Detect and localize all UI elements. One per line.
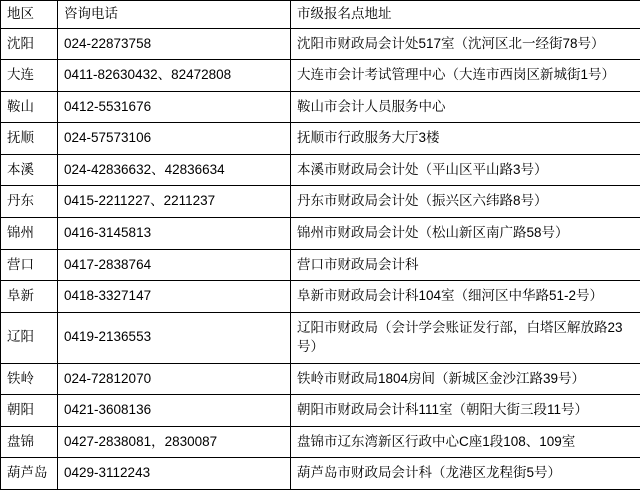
table-row <box>1 312 640 363</box>
cell-address: 抚顺市行政服务大厅3楼 <box>291 123 640 155</box>
column-header-phone: 咨询电话 <box>58 1 291 29</box>
table-row <box>1 60 640 92</box>
cell-address: 辽阳市财政局（会计学会账证发行部，白塔区解放路23号） <box>291 312 640 363</box>
cell-region: 盘锦 <box>1 426 58 458</box>
cell-phone: 0411-82630432、82472808 <box>58 60 291 92</box>
table-row <box>1 154 640 186</box>
cell-region: 辽阳 <box>1 312 58 363</box>
cell-region: 大连 <box>1 60 58 92</box>
cell-phone: 024-72812070 <box>58 363 291 395</box>
table-row <box>1 458 640 490</box>
table-row <box>1 395 640 427</box>
cell-address: 鞍山市会计人员服务中心 <box>291 91 640 123</box>
column-header-address: 市级报名点地址 <box>291 1 640 29</box>
table-row <box>1 217 640 249</box>
table-header-row <box>1 1 640 29</box>
cell-region: 锦州 <box>1 217 58 249</box>
cell-phone: 0421-3608136 <box>58 395 291 427</box>
cell-address: 锦州市财政局会计处（松山新区南广路58号） <box>291 217 640 249</box>
cell-region: 本溪 <box>1 154 58 186</box>
cell-region: 鞍山 <box>1 91 58 123</box>
cell-region: 朝阳 <box>1 395 58 427</box>
cell-phone: 024-22873758 <box>58 28 291 60</box>
cell-address: 阜新市财政局会计科104室（细河区中华路51-2号） <box>291 281 640 313</box>
table-row <box>1 186 640 218</box>
table-body <box>1 28 640 489</box>
cell-region: 铁岭 <box>1 363 58 395</box>
cell-phone: 024-57573106 <box>58 123 291 155</box>
table-row <box>1 28 640 60</box>
cell-region: 抚顺 <box>1 123 58 155</box>
cell-phone: 0427-2838081，2830087 <box>58 426 291 458</box>
cell-region: 葫芦岛 <box>1 458 58 490</box>
cell-region: 丹东 <box>1 186 58 218</box>
cell-address: 本溪市财政局会计处（平山区平山路3号） <box>291 154 640 186</box>
cell-phone: 0412-5531676 <box>58 91 291 123</box>
cell-address: 大连市会计考试管理中心（大连市西岗区新城街1号） <box>291 60 640 92</box>
column-header-region: 地区 <box>1 1 58 29</box>
cell-phone: 0417-2838764 <box>58 249 291 281</box>
table-row <box>1 281 640 313</box>
cell-region: 营口 <box>1 249 58 281</box>
cell-address: 丹东市财政局会计处（振兴区六纬路8号） <box>291 186 640 218</box>
table-row <box>1 363 640 395</box>
table-row <box>1 91 640 123</box>
cell-address: 铁岭市财政局1804房间（新城区金沙江路39号） <box>291 363 640 395</box>
cell-address: 葫芦岛市财政局会计科（龙港区龙程街5号） <box>291 458 640 490</box>
cell-phone: 0416-3145813 <box>58 217 291 249</box>
cell-region: 沈阳 <box>1 28 58 60</box>
cell-region: 阜新 <box>1 281 58 313</box>
table-row <box>1 249 640 281</box>
cell-phone: 0429-3112243 <box>58 458 291 490</box>
cell-phone: 0415-2211227、2211237 <box>58 186 291 218</box>
cell-phone: 0418-3327147 <box>58 281 291 313</box>
cell-phone: 0419-2136553 <box>58 312 291 363</box>
cell-address: 朝阳市财政局会计科111室（朝阳大街三段11号） <box>291 395 640 427</box>
cell-address: 盘锦市辽东湾新区行政中心C座1段108、109室 <box>291 426 640 458</box>
table-row <box>1 123 640 155</box>
table-row <box>1 426 640 458</box>
table-header <box>1 1 640 29</box>
cell-address: 沈阳市财政局会计处517室（沈河区北一经街78号） <box>291 28 640 60</box>
cell-address: 营口市财政局会计科 <box>291 249 640 281</box>
cell-phone: 024-42836632、42836634 <box>58 154 291 186</box>
